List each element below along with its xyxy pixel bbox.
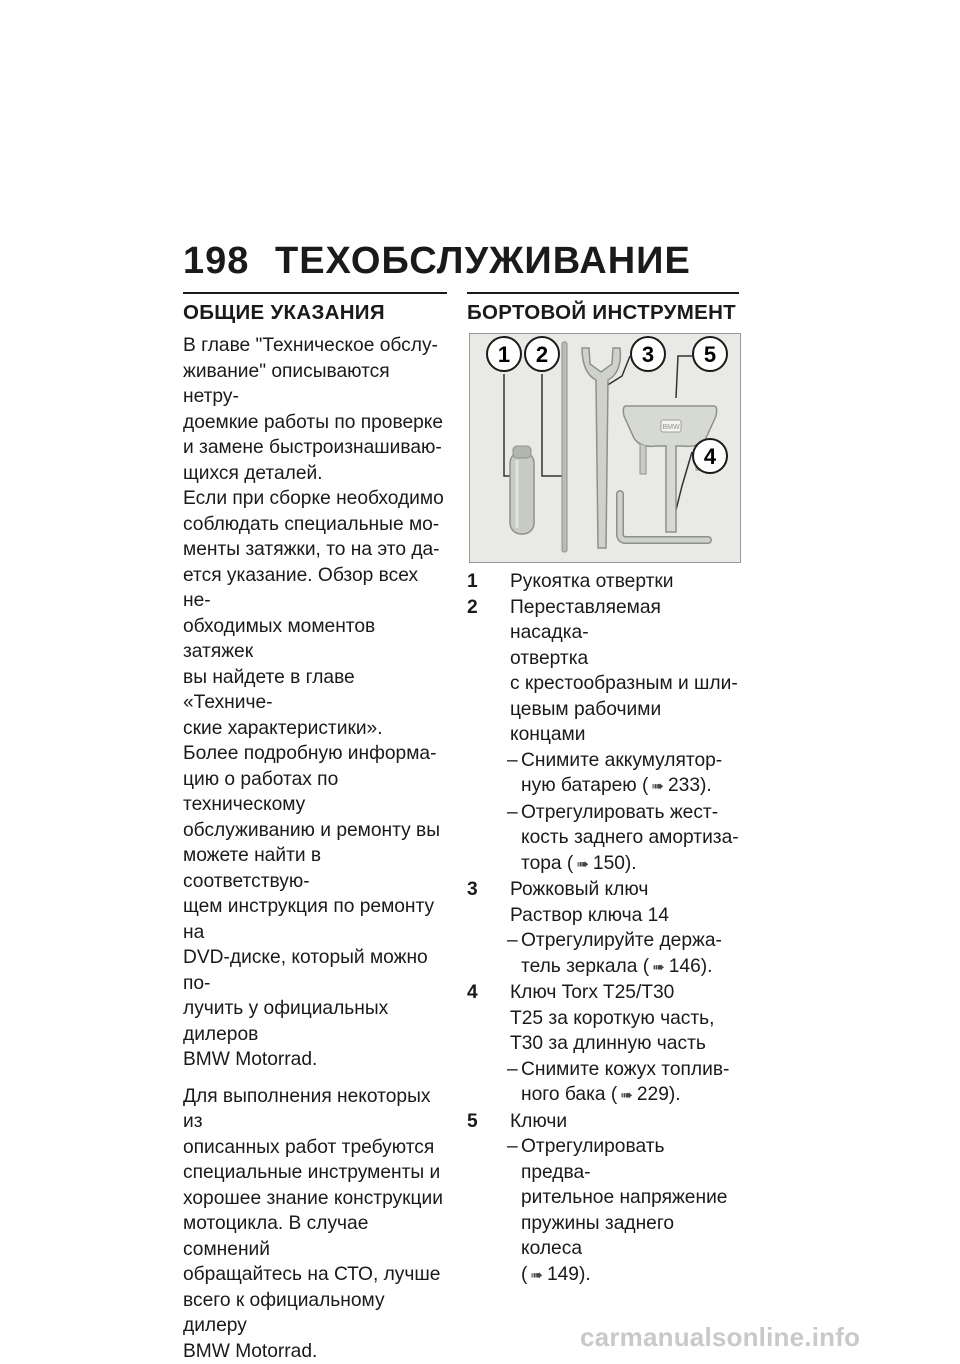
key-label: BMW (662, 424, 680, 431)
paragraph-more-info (183, 741, 447, 1073)
screwdriver-handle-icon (510, 446, 534, 534)
instruction-step: – Отрегулировать предва- рительное напряжение пружины заднего колеса ( ➠ 149). (507, 1134, 739, 1288)
paragraph-torque (183, 486, 447, 741)
section-title-toolkit: БОРТОВОЙ ИНСТРУМЕНТ (467, 292, 739, 325)
item-number: 4 (467, 980, 510, 1057)
screwdriver-bit-icon (562, 342, 567, 552)
text-line: лучить у официальных дилеров (183, 998, 388, 1045)
text-line: живание" описываются нетру- (183, 361, 390, 408)
instruction-step: – Снимите кожух топлив- ного бака ( ➠ 229). (507, 1057, 739, 1109)
instruction-step: – Отрегулируйте держа- тель зеркала ( ➠ 146). (507, 928, 739, 980)
toolkit-item-list (467, 569, 739, 1288)
text-line: соблюдать специальные мо- (183, 514, 439, 535)
paragraph-special-tools (183, 1084, 447, 1364)
item-number: 5 (467, 1109, 510, 1135)
text-line: хорошее знание конструкции (183, 1188, 443, 1209)
text-line: можете найти в соответствую- (183, 845, 321, 892)
item-description: Рукоятка отвертки (510, 569, 739, 595)
arrow-right-icon: ➠ (652, 955, 665, 981)
text-line: DVD-диске, который можно по- (183, 947, 428, 994)
text-line: описанных работ требуются (183, 1137, 434, 1158)
text-line: щем инструкция по ремонту на (183, 896, 434, 943)
item-description: Ключ Torx T25/T30 T25 за короткую часть, T30 за длинную часть (510, 980, 739, 1057)
toolkit-illustration (470, 334, 740, 562)
text-line: менты затяжки, то на это да- (183, 539, 440, 560)
toolkit-item (467, 1109, 739, 1135)
text-line: цию о работах по техническому (183, 769, 338, 816)
callout-1: 1 (498, 342, 510, 367)
callout-3: 3 (642, 342, 654, 367)
item-number: 3 (467, 877, 510, 928)
text-line: ется указание. Обзор всех не- (183, 565, 418, 612)
torx-l-key-icon (620, 494, 708, 540)
watermark: carmanualsonline.info (580, 1322, 860, 1353)
text-line: всего к официальному дилеру (183, 1290, 385, 1337)
page-reference[interactable]: ( ➠ 149). (521, 1264, 591, 1285)
page-reference[interactable]: ( ➠ 146). (637, 956, 712, 977)
open-end-wrench-icon (582, 348, 620, 548)
right-column (467, 292, 739, 1288)
text-line: Более подробную информа- (183, 743, 436, 764)
text-line: мотоцикла. В случае сомнений (183, 1213, 368, 1260)
page-number: 198 (183, 240, 275, 283)
text-line: специальные инструменты и (183, 1162, 440, 1183)
leader-line-5 (676, 356, 692, 398)
dash-bullet: – (507, 748, 519, 800)
arrow-right-icon: ➠ (620, 1083, 633, 1109)
item-description: Рожковый ключ Раствор ключа 14 (510, 877, 739, 928)
arrow-right-icon: ➠ (651, 774, 664, 800)
leader-line-4 (676, 452, 692, 510)
arrow-right-icon: ➠ (530, 1263, 543, 1289)
leader-line-2 (542, 374, 564, 476)
text-line: BMW Motorrad. (183, 1049, 317, 1070)
dash-bullet: – (507, 1057, 519, 1109)
page-reference[interactable]: ( ➠ 229). (606, 1084, 681, 1105)
toolkit-item (467, 569, 739, 595)
callout-5: 5 (704, 342, 716, 367)
page-reference[interactable]: ( ➠ 150). (562, 853, 637, 874)
text-line: и замене быстроизнашиваю- (183, 437, 442, 458)
text-line: обращайтесь на СТО, лучше (183, 1264, 440, 1285)
section-title-general: ОБЩИЕ УКАЗАНИЯ (183, 292, 447, 325)
text-line: BMW Motorrad. (183, 1341, 317, 1362)
text-line: ские характеристики». (183, 718, 383, 739)
text-line: обслуживанию и ремонту вы (183, 820, 440, 841)
text-line: В главе "Техническое обслу- (183, 335, 438, 356)
item-description: Переставляемая насадка- отвертка с крестообразным и шли- цевым рабочими концами (510, 595, 739, 748)
chapter-title: ТЕХОБСЛУЖИВАНИЕ (275, 240, 691, 282)
text-line: Если при сборке необходимо (183, 488, 444, 509)
dash-bullet: – (507, 800, 519, 878)
toolkit-item (467, 595, 739, 748)
text-line: Для выполнения некоторых из (183, 1086, 430, 1133)
item-number: 1 (467, 569, 510, 595)
text-line: щихся деталей. (183, 463, 323, 484)
toolkit-item (467, 980, 739, 1057)
page-header (183, 240, 691, 283)
toolkit-item (467, 877, 739, 928)
instruction-step: – Отрегулировать жест- кость заднего амортиза- тора ( ➠ 150). (507, 800, 739, 878)
text-line: обходимых моментов затяжек (183, 616, 375, 663)
item-number: 2 (467, 595, 510, 748)
dash-bullet: – (507, 928, 519, 980)
arrow-right-icon: ➠ (576, 852, 589, 878)
instruction-step: – Снимите аккумулятор- ную батарею ( ➠ 233). (507, 748, 739, 800)
text-line: вы найдете в главе «Техниче- (183, 667, 355, 714)
callout-2: 2 (536, 342, 548, 367)
page-reference[interactable]: ( ➠ 233). (637, 775, 712, 796)
toolkit-figure (469, 333, 741, 563)
callout-4: 4 (704, 444, 717, 469)
text-line: доемкие работы по проверке (183, 412, 443, 433)
left-column (183, 292, 447, 1364)
dash-bullet: – (507, 1134, 519, 1288)
paragraph-intro (183, 333, 447, 486)
item-description: Ключи (510, 1109, 739, 1135)
